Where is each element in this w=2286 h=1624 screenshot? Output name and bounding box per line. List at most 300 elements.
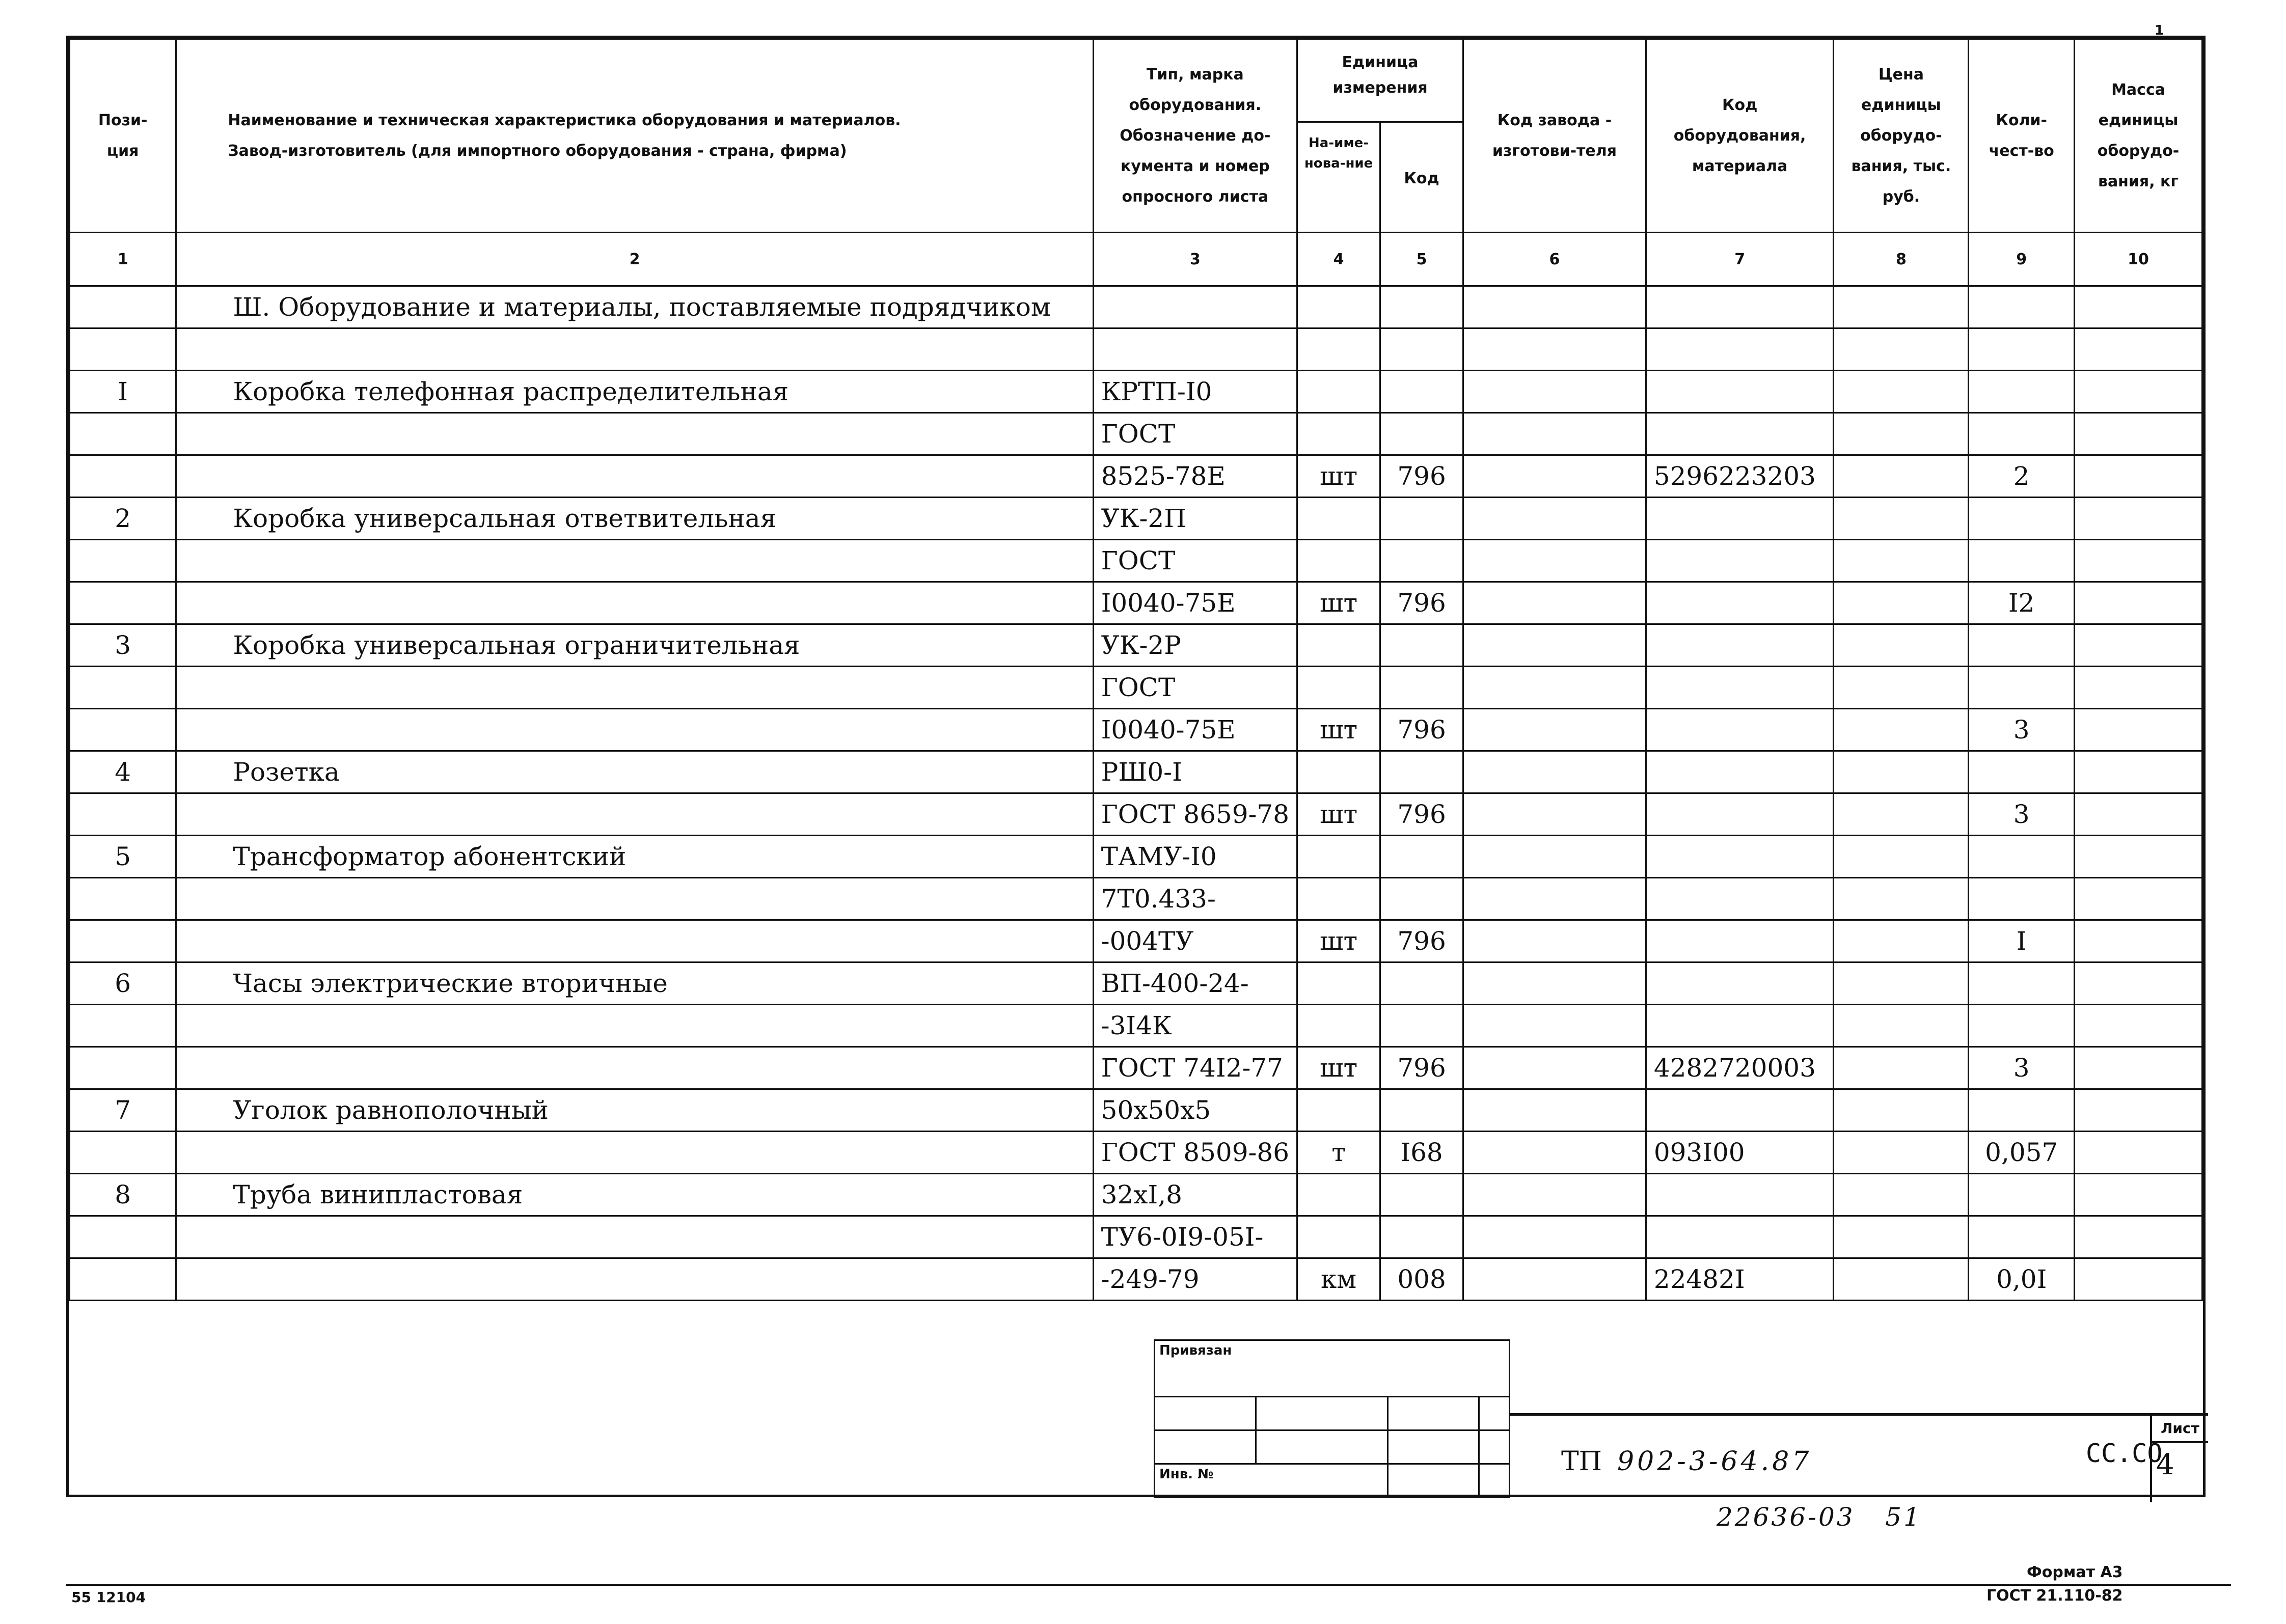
cell-unit	[1297, 962, 1380, 1005]
cell-name: Часы электрические вторичные	[176, 962, 1093, 1005]
cell-material-code	[1646, 709, 1834, 751]
cell-mass	[2075, 371, 2202, 413]
specification-table	[69, 38, 2203, 1301]
col-number: 5	[1380, 233, 1463, 286]
cell-quantity	[1969, 540, 2075, 582]
cell-mass	[2075, 878, 2202, 920]
cell-material-code: 22482I	[1646, 1258, 1834, 1301]
header-material-code: Код оборудования, материала	[1646, 39, 1834, 233]
cell-type: ГОСТ	[1093, 413, 1297, 455]
cell-unit-code	[1380, 371, 1463, 413]
cell-factory-code	[1463, 328, 1646, 371]
cell-position	[70, 1258, 176, 1301]
table-row	[70, 1005, 2202, 1047]
cell-material-code	[1646, 1174, 1834, 1216]
cell-name	[176, 413, 1093, 455]
cell-quantity: 3	[1969, 1047, 2075, 1089]
cell-position	[70, 793, 176, 836]
cell-name	[176, 582, 1093, 624]
cell-unit-code	[1380, 1174, 1463, 1216]
cell-quantity	[1969, 286, 2075, 328]
cell-factory-code	[1463, 582, 1646, 624]
cell-unit: т	[1297, 1132, 1380, 1174]
cell-mass	[2075, 836, 2202, 878]
cell-unit-code: 796	[1380, 1047, 1463, 1089]
table-row	[70, 1258, 2202, 1301]
cell-type: ТАМУ-I0	[1093, 836, 1297, 878]
cell-name	[176, 1047, 1093, 1089]
cell-position	[70, 878, 176, 920]
cell-type: 32xI,8	[1093, 1174, 1297, 1216]
cell-factory-code	[1463, 540, 1646, 582]
cell-position	[70, 667, 176, 709]
cell-quantity: 0,0I	[1969, 1258, 2075, 1301]
cell-price	[1834, 667, 1969, 709]
cell-material-code	[1646, 836, 1834, 878]
cell-position	[70, 540, 176, 582]
cell-name: Трансформатор абонентский	[176, 836, 1093, 878]
header-unit-title: Единица измерения	[1298, 40, 1462, 123]
table-row	[70, 498, 2202, 540]
cell-price	[1834, 624, 1969, 667]
cell-material-code: 4282720003	[1646, 1047, 1834, 1089]
cell-price	[1834, 455, 1969, 498]
cell-price	[1834, 793, 1969, 836]
cell-unit-code: 796	[1380, 709, 1463, 751]
cell-name: Коробка телефонная распределительная	[176, 371, 1093, 413]
cell-price	[1834, 1258, 1969, 1301]
cell-unit	[1297, 878, 1380, 920]
header-unit-code: Код	[1404, 170, 1439, 187]
cell-unit-code: 796	[1380, 582, 1463, 624]
footer-divider	[66, 1584, 2231, 1586]
cell-unit-code	[1380, 1216, 1463, 1258]
cell-unit: шт	[1297, 709, 1380, 751]
cell-type	[1093, 286, 1297, 328]
cell-price	[1834, 328, 1969, 371]
cell-unit-code	[1380, 540, 1463, 582]
cell-material-code	[1646, 1216, 1834, 1258]
document-code	[1561, 1446, 1812, 1477]
cell-price	[1834, 540, 1969, 582]
cell-material-code	[1646, 413, 1834, 455]
cell-unit-code	[1380, 624, 1463, 667]
cell-unit	[1297, 413, 1380, 455]
cell-material-code	[1646, 793, 1834, 836]
cell-type: КРТП-I0	[1093, 371, 1297, 413]
cell-mass	[2075, 1089, 2202, 1132]
cell-quantity	[1969, 836, 2075, 878]
cell-unit-code	[1380, 962, 1463, 1005]
cell-price	[1834, 962, 1969, 1005]
stamp-attached: Привязан	[1155, 1340, 1510, 1397]
cell-unit	[1297, 1216, 1380, 1258]
cell-factory-code	[1463, 1005, 1646, 1047]
cell-material-code: 5296223203	[1646, 455, 1834, 498]
cell-position: I	[70, 371, 176, 413]
sheet-label: Лист	[2152, 1416, 2208, 1443]
cell-unit-code	[1380, 1089, 1463, 1132]
cell-unit	[1297, 286, 1380, 328]
cell-unit-code: 796	[1380, 920, 1463, 962]
cell-unit: шт	[1297, 1047, 1380, 1089]
cell-position	[70, 582, 176, 624]
cell-name: Розетка	[176, 751, 1093, 793]
cell-factory-code	[1463, 709, 1646, 751]
cell-type: РШ0-I	[1093, 751, 1297, 793]
cell-factory-code	[1463, 1258, 1646, 1301]
cell-name	[176, 878, 1093, 920]
cell-quantity	[1969, 1005, 2075, 1047]
cell-factory-code	[1463, 962, 1646, 1005]
cell-type: 50x50x5	[1093, 1089, 1297, 1132]
cell-mass	[2075, 1132, 2202, 1174]
cell-mass	[2075, 328, 2202, 371]
cell-unit: шт	[1297, 582, 1380, 624]
cell-factory-code	[1463, 667, 1646, 709]
cell-type: ГОСТ 74I2-77	[1093, 1047, 1297, 1089]
cell-position	[70, 328, 176, 371]
cell-type: УК-2П	[1093, 498, 1297, 540]
cell-price	[1834, 1089, 1969, 1132]
cell-position: 8	[70, 1174, 176, 1216]
cell-unit	[1297, 667, 1380, 709]
cell-price	[1834, 582, 1969, 624]
cell-position: 7	[70, 1089, 176, 1132]
header-name	[176, 39, 1093, 233]
header-price: Цена единицы оборудо-вания, тыс. руб.	[1834, 39, 1969, 233]
cell-type: 8525-78Е	[1093, 455, 1297, 498]
cell-type: I0040-75Е	[1093, 709, 1297, 751]
cell-factory-code	[1463, 1216, 1646, 1258]
cell-quantity: I	[1969, 920, 2075, 962]
cell-unit-code	[1380, 751, 1463, 793]
cell-position: 6	[70, 962, 176, 1005]
corner-mark: 1	[2155, 23, 2164, 38]
cell-price	[1834, 498, 1969, 540]
cell-quantity: 3	[1969, 709, 2075, 751]
cell-type: I0040-75Е	[1093, 582, 1297, 624]
cell-material-code	[1646, 582, 1834, 624]
cell-position	[70, 455, 176, 498]
gost-label: ГОСТ 21.110-82	[1986, 1587, 2123, 1605]
header-type: Тип, марка оборудования. Обозначение до-кумента и номер опросного листа	[1093, 39, 1297, 233]
cell-factory-code	[1463, 1047, 1646, 1089]
cell-quantity: I2	[1969, 582, 2075, 624]
cell-price	[1834, 1216, 1969, 1258]
cell-unit: шт	[1297, 793, 1380, 836]
cell-price	[1834, 836, 1969, 878]
cell-quantity: 0,057	[1969, 1132, 2075, 1174]
cell-price	[1834, 1174, 1969, 1216]
title-block	[1510, 1413, 2208, 1502]
cell-material-code	[1646, 667, 1834, 709]
cell-type: -004ТУ	[1093, 920, 1297, 962]
specification-sheet	[66, 36, 2206, 1497]
cell-type	[1093, 328, 1297, 371]
header-name-line2: Завод-изготовитель (для импортного оборудования - страна, фирма)	[228, 142, 847, 160]
cell-material-code	[1646, 1005, 1834, 1047]
format-label: Формат А3	[2026, 1563, 2123, 1581]
cell-position	[70, 413, 176, 455]
cell-mass	[2075, 751, 2202, 793]
cell-mass	[2075, 455, 2202, 498]
cell-quantity	[1969, 1174, 2075, 1216]
header-mass: Масса единицы оборудо-вания, кг	[2075, 39, 2202, 233]
cell-factory-code	[1463, 920, 1646, 962]
cell-position: 5	[70, 836, 176, 878]
cell-unit	[1297, 540, 1380, 582]
cell-material-code	[1646, 878, 1834, 920]
table-row	[70, 1174, 2202, 1216]
cell-position: 4	[70, 751, 176, 793]
header-unit-group	[1297, 39, 1463, 233]
cell-mass	[2075, 1258, 2202, 1301]
cell-factory-code	[1463, 1174, 1646, 1216]
table-row	[70, 751, 2202, 793]
cell-unit-code	[1380, 413, 1463, 455]
cell-unit	[1297, 1005, 1380, 1047]
cell-factory-code	[1463, 413, 1646, 455]
cell-mass	[2075, 1005, 2202, 1047]
cell-mass	[2075, 582, 2202, 624]
cell-factory-code	[1463, 286, 1646, 328]
cell-unit	[1297, 498, 1380, 540]
cell-quantity	[1969, 962, 2075, 1005]
cell-price	[1834, 751, 1969, 793]
cell-material-code	[1646, 751, 1834, 793]
cell-price	[1834, 371, 1969, 413]
table-row	[70, 455, 2202, 498]
header-quantity: Коли-чест-во	[1969, 39, 2075, 233]
cell-mass	[2075, 1216, 2202, 1258]
cell-quantity	[1969, 751, 2075, 793]
col-number: 2	[176, 233, 1093, 286]
cell-quantity	[1969, 328, 2075, 371]
cell-material-code	[1646, 962, 1834, 1005]
cell-name: Ш. Оборудование и материалы, поставляемые подрядчиком	[176, 286, 1093, 328]
table-row	[70, 624, 2202, 667]
cell-mass	[2075, 667, 2202, 709]
col-number: 10	[2075, 233, 2202, 286]
cell-type: УК-2Р	[1093, 624, 1297, 667]
cell-position	[70, 286, 176, 328]
cell-name	[176, 793, 1093, 836]
table-row	[70, 582, 2202, 624]
cell-name	[176, 455, 1093, 498]
table-row	[70, 413, 2202, 455]
cell-type: ГОСТ 8659-78	[1093, 793, 1297, 836]
cell-price	[1834, 878, 1969, 920]
document-number: 902-3-64.87	[1617, 1446, 1812, 1477]
cell-unit-code: 008	[1380, 1258, 1463, 1301]
cell-unit-code	[1380, 878, 1463, 920]
cell-unit-code: I68	[1380, 1132, 1463, 1174]
cell-mass	[2075, 962, 2202, 1005]
cell-material-code	[1646, 1089, 1834, 1132]
sheet-code: СС.СО	[2086, 1439, 2163, 1468]
cell-unit: км	[1297, 1258, 1380, 1301]
cell-factory-code	[1463, 1132, 1646, 1174]
cell-mass	[2075, 286, 2202, 328]
cell-mass	[2075, 624, 2202, 667]
cell-factory-code	[1463, 878, 1646, 920]
cell-type: ГОСТ 8509-86	[1093, 1132, 1297, 1174]
cell-name: Коробка универсальная ответвительная	[176, 498, 1093, 540]
col-number: 9	[1969, 233, 2075, 286]
cell-name	[176, 1005, 1093, 1047]
footer-left-code: 55 12104	[71, 1589, 146, 1606]
cell-unit-code	[1380, 1005, 1463, 1047]
cell-name: Коробка универсальная ограничительная	[176, 624, 1093, 667]
cell-quantity	[1969, 624, 2075, 667]
col-number: 1	[70, 233, 176, 286]
cell-position	[70, 1132, 176, 1174]
footer-right	[1986, 1561, 2123, 1608]
cell-quantity	[1969, 667, 2075, 709]
cell-factory-code	[1463, 624, 1646, 667]
cell-name	[176, 540, 1093, 582]
cell-unit	[1297, 751, 1380, 793]
cell-type: -249-79	[1093, 1258, 1297, 1301]
cell-unit-code: 796	[1380, 455, 1463, 498]
cell-position	[70, 920, 176, 962]
col-number: 8	[1834, 233, 1969, 286]
cell-unit: шт	[1297, 455, 1380, 498]
cell-type: ГОСТ	[1093, 667, 1297, 709]
cell-factory-code	[1463, 498, 1646, 540]
cell-unit	[1297, 624, 1380, 667]
table-row	[70, 920, 2202, 962]
col-number: 7	[1646, 233, 1834, 286]
table-row	[70, 286, 2202, 328]
archive-number: 22636-03 51	[1717, 1502, 1922, 1532]
cell-factory-code	[1463, 836, 1646, 878]
table-row	[70, 836, 2202, 878]
approval-stamp	[1154, 1339, 1510, 1502]
cell-position	[70, 1005, 176, 1047]
cell-factory-code	[1463, 751, 1646, 793]
cell-unit-code	[1380, 328, 1463, 371]
cell-material-code	[1646, 371, 1834, 413]
cell-type: -3I4К	[1093, 1005, 1297, 1047]
cell-price	[1834, 1005, 1969, 1047]
stamp-inventory: Инв. №	[1155, 1464, 1388, 1498]
cell-position: 3	[70, 624, 176, 667]
cell-unit	[1297, 328, 1380, 371]
cell-price	[1834, 1047, 1969, 1089]
cell-name: Труба винипластовая	[176, 1174, 1093, 1216]
cell-type: ВП-400-24-	[1093, 962, 1297, 1005]
cell-factory-code	[1463, 455, 1646, 498]
cell-material-code	[1646, 624, 1834, 667]
table-header-row	[70, 39, 2202, 233]
cell-price	[1834, 709, 1969, 751]
cell-mass	[2075, 540, 2202, 582]
cell-unit: шт	[1297, 920, 1380, 962]
cell-type: ТУ6-0I9-05I-	[1093, 1216, 1297, 1258]
cell-mass	[2075, 793, 2202, 836]
cell-factory-code	[1463, 371, 1646, 413]
table-row	[70, 1089, 2202, 1132]
sheet-number-box	[2150, 1416, 2208, 1502]
cell-factory-code	[1463, 1089, 1646, 1132]
header-name-line1: Наименование и техническая характеристика оборудования и материалов.	[228, 111, 901, 129]
cell-price	[1834, 1132, 1969, 1174]
cell-quantity	[1969, 413, 2075, 455]
table-row	[70, 1047, 2202, 1089]
cell-quantity	[1969, 1089, 2075, 1132]
cell-mass	[2075, 709, 2202, 751]
cell-name	[176, 1258, 1093, 1301]
cell-unit	[1297, 836, 1380, 878]
header-factory-code: Код завода - изготови-теля	[1463, 39, 1646, 233]
table-row	[70, 878, 2202, 920]
cell-mass	[2075, 413, 2202, 455]
cell-type: ГОСТ	[1093, 540, 1297, 582]
cell-type: 7Т0.433-	[1093, 878, 1297, 920]
cell-quantity: 2	[1969, 455, 2075, 498]
cell-quantity	[1969, 878, 2075, 920]
cell-unit-code	[1380, 498, 1463, 540]
cell-position: 2	[70, 498, 176, 540]
cell-name	[176, 667, 1093, 709]
cell-quantity	[1969, 498, 2075, 540]
cell-quantity	[1969, 1216, 2075, 1258]
cell-name	[176, 1132, 1093, 1174]
cell-name	[176, 920, 1093, 962]
sheet-number: 4	[2156, 1448, 2174, 1481]
cell-material-code: 093I00	[1646, 1132, 1834, 1174]
cell-mass	[2075, 920, 2202, 962]
table-row	[70, 1216, 2202, 1258]
col-number: 6	[1463, 233, 1646, 286]
cell-name	[176, 1216, 1093, 1258]
cell-mass	[2075, 498, 2202, 540]
table-row	[70, 962, 2202, 1005]
cell-price	[1834, 920, 1969, 962]
col-number: 3	[1093, 233, 1297, 286]
cell-unit	[1297, 371, 1380, 413]
column-number-row	[70, 233, 2202, 286]
table-row	[70, 540, 2202, 582]
cell-mass	[2075, 1174, 2202, 1216]
cell-material-code	[1646, 498, 1834, 540]
cell-unit-code: 796	[1380, 793, 1463, 836]
table-row	[70, 667, 2202, 709]
table-row	[70, 793, 2202, 836]
cell-quantity: 3	[1969, 793, 2075, 836]
cell-unit-code	[1380, 667, 1463, 709]
cell-position	[70, 1047, 176, 1089]
cell-material-code	[1646, 540, 1834, 582]
cell-quantity	[1969, 371, 2075, 413]
cell-position	[70, 709, 176, 751]
header-unit-name: На-име-нова-ние	[1298, 123, 1381, 232]
cell-unit-code	[1380, 836, 1463, 878]
cell-name: Уголок равнополочный	[176, 1089, 1093, 1132]
cell-unit	[1297, 1089, 1380, 1132]
table-row	[70, 328, 2202, 371]
cell-material-code	[1646, 328, 1834, 371]
cell-material-code	[1646, 286, 1834, 328]
cell-unit	[1297, 1174, 1380, 1216]
cell-material-code	[1646, 920, 1834, 962]
cell-unit-code	[1380, 286, 1463, 328]
cell-name	[176, 328, 1093, 371]
table-row	[70, 371, 2202, 413]
cell-factory-code	[1463, 793, 1646, 836]
